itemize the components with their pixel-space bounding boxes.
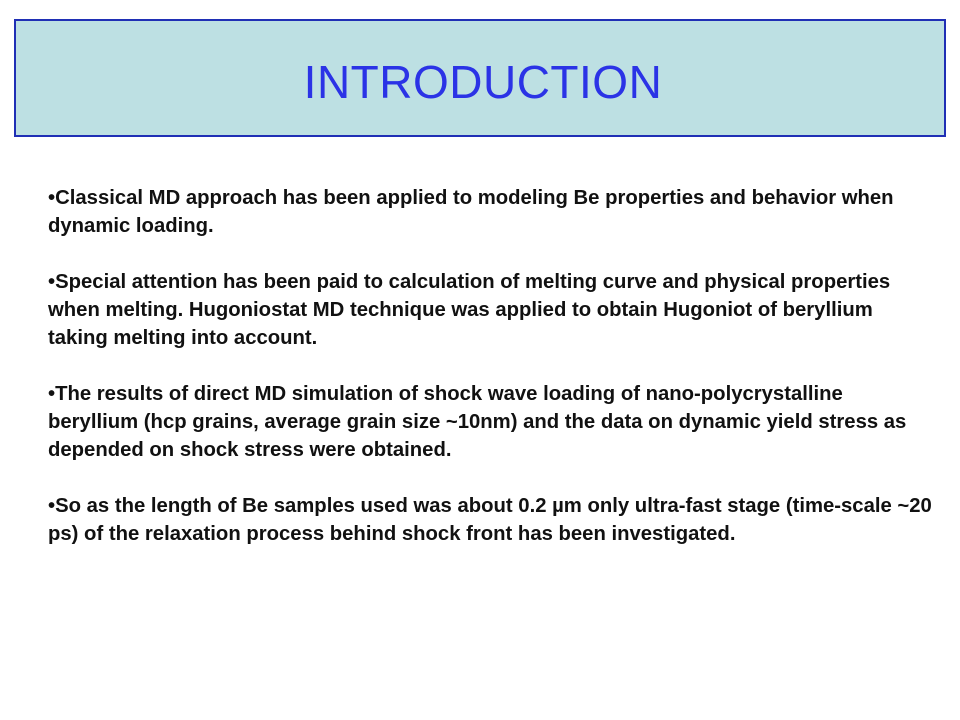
bullet-list	[48, 184, 938, 548]
page-title: INTRODUCTION	[303, 56, 663, 108]
title-banner	[14, 19, 946, 137]
bullet-item-1: •Classical MD approach has been applied to modeling Be properties and behavior when dynamic loading.	[48, 187, 894, 237]
bullet-item-3: •The results of direct MD simulation of shock wave loading of nano-polycrystalline beryllium (hcp grains, average grain size ~10nm) and the data on dynamic yield stress as depended on shock stress were obtained.	[48, 383, 907, 461]
bullet-item-2: •Special attention has been paid to calculation of melting curve and physical properties when melting. Hugoniostat MD technique was applied to obtain Hugoniot of beryllium taking melting into account.	[48, 271, 891, 349]
bullet-item-4: •So as the length of Be samples used was about 0.2 µm only ultra-fast stage (time-scale ~20 ps) of the relaxation process behind shock front has been investigated.	[48, 495, 932, 545]
